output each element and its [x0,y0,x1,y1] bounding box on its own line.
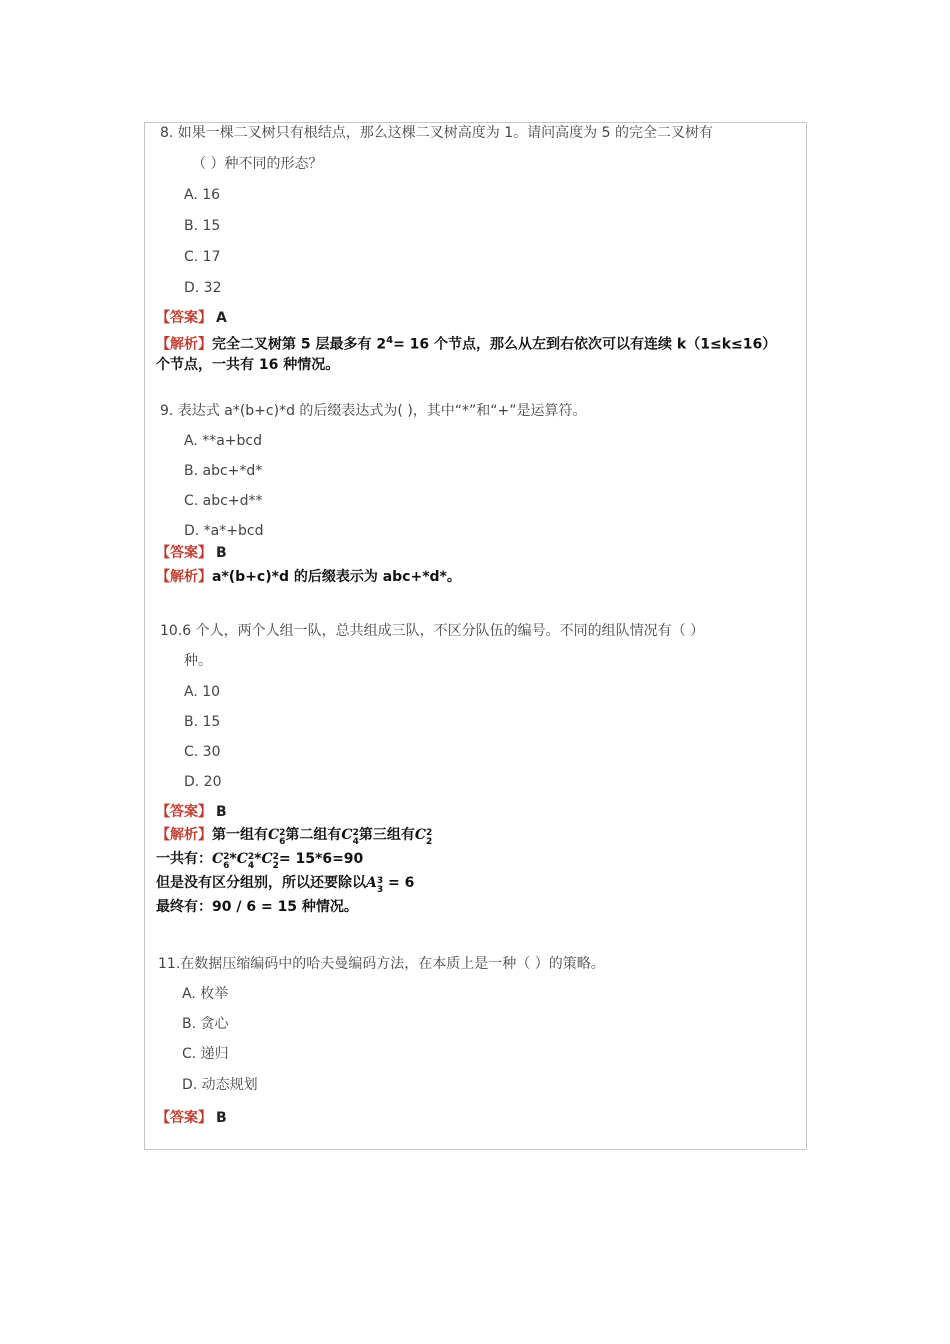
answer-tag: 【答案】 [156,545,212,561]
analysis-tag: 【解析】 [156,827,212,843]
q10-answer [156,803,227,821]
q11-text-line1: 11.在数据压缩编码中的哈夫曼编码方法，在本质上是一种（ ）的策略。 [158,956,605,972]
q10-option-c: C. 30 [184,744,221,760]
analysis-tag: 【解析】 [156,336,212,353]
answer-value: B [216,545,227,561]
q8-analysis-line2: 个节点，一共有 16 种情况。 [156,357,340,373]
answer-tag: 【答案】 [156,804,212,820]
q10-option-d: D. 20 [184,774,222,790]
analysis-tag: 【解析】 [156,569,212,585]
q9-option-d: D. *a*+bcd [184,523,264,539]
q10-option-b: B. 15 [184,714,221,730]
q11-answer [156,1109,227,1127]
q8-text-line2: （ ）种不同的形态？ [192,156,323,172]
q10-analysis-line4: 最终有：90 / 6 = 15 种情况。 [156,899,358,915]
q10-option-a: A. 10 [184,684,221,700]
q11-option-c: C. 递归 [182,1046,229,1062]
q9-option-b: B. abc+*d* [184,463,263,479]
answer-value: A [216,310,227,326]
q11-option-d: D. 动态规划 [182,1077,258,1093]
q10-analysis-line3: 但是没有区分组别，所以还要除以A 3 3 = 6 [156,875,415,895]
q9-text-line1: 9. 表达式 a*(b+c)*d 的后缀表达式为( )，其中“*”和“+”是运算符。 [160,403,587,419]
q9-option-c: C. abc+d** [184,493,263,509]
answer-tag: 【答案】 [156,1110,212,1126]
answer-value: B [216,1110,227,1126]
q8-option-d: D. 32 [184,280,222,296]
q8-option-a: A. 16 [184,187,221,203]
q10-text-line2: 种。 [184,653,212,669]
q9-option-a: A. **a+bcd [184,433,263,449]
q10-analysis-line2: 一共有：C 2 6 *C 2 4 *C 2 2 = 15*6=90 [156,851,364,871]
answer-tag: 【答案】 [156,310,212,326]
q11-option-a: A. 枚举 [182,986,229,1002]
q11-option-b: B. 贪心 [182,1016,229,1032]
q9-answer [156,544,227,562]
q8-analysis-line1: 【解析】完全二叉树第 5 层最多有 $2^4= 16$ 个节点，那么从左到右依次可以有连续 k（1≤k≤16） [156,335,777,353]
answer-value: B [216,804,227,820]
q8-text-line1: 8. 如果一棵二叉树只有根结点，那么这棵二叉树高度为 1。请问高度为 5 的完全二叉树有 [160,125,713,141]
q8-option-b: B. 15 [184,218,221,234]
q9-analysis: 【解析】a*(b+c)*d 的后缀表示为 abc+*d*。 [156,569,461,585]
q10-analysis-line1: 【解析】第一组有C 2 6 第二组有C 2 4 第三组有C 2 2 [156,827,433,847]
q8-answer [156,309,227,327]
q10-text-line1: 10.6 个人，两个人组一队，总共组成三队，不区分队伍的编号。不同的组队情况有（ ） [160,623,705,639]
q8-option-c: C. 17 [184,249,221,265]
